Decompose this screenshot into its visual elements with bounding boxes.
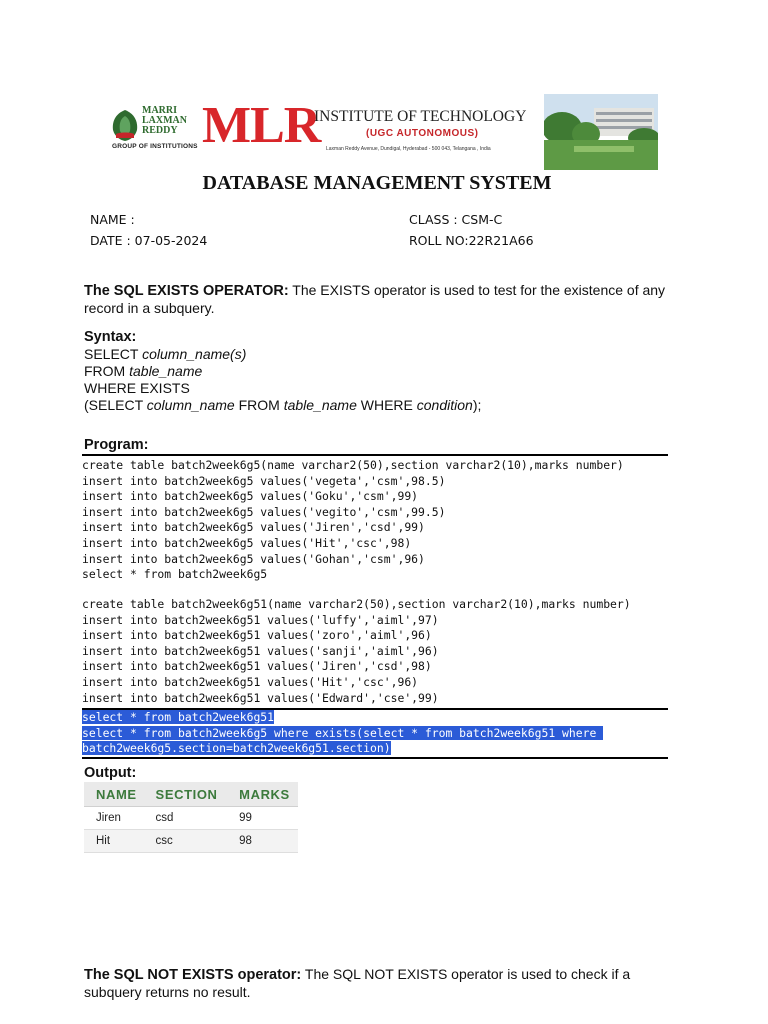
class-label: CLASS : CSM-C [409,212,503,227]
cell-section: csc [144,830,228,853]
syntax-line-4: (SELECT column_name FROM table_name WHERE condition); [84,397,482,413]
emblem-icon [110,108,140,142]
code-line: insert into batch2week6g51 values('sanji','aiml',96) [82,643,439,658]
code-line: insert into batch2week6g51 values('Hit','csc',96) [82,674,419,689]
campus-photo [544,94,658,170]
exists-description: The SQL EXISTS OPERATOR: The EXISTS operator is used to test for the existence of any record in a subquery. [84,282,666,316]
program-heading: Program: [84,437,149,453]
column-header-marks: MARKS [227,782,298,807]
institute-address: Laxman Reddy Avenue, Dundigal, Hyderabad - 500 043, Telangana , India [326,146,491,152]
cell-name: Jiren [84,807,144,830]
syntax-heading: Syntax: [84,329,137,345]
table-header-row [84,782,298,807]
selected-line-1: select * from batch2week6g51 [82,710,275,724]
selected-line-2: select * from batch2week6g5 where exists(select * from batch2week6g51 where [82,725,604,740]
code-line: insert into batch2week6g51 values('luffy','aiml',97) [82,612,439,627]
column-header-section: SECTION [144,782,228,807]
selected-query[interactable] [82,710,668,757]
syntax-block [84,328,674,414]
code-line: insert into batch2week6g51 values('zoro','aiml',96) [82,628,432,643]
code-line: insert into batch2week6g5 values('vegito','csm',99.5) [82,504,446,519]
code-line: insert into batch2week6g51 values('Jiren','csd',98) [82,659,432,674]
syntax-line-2: FROM table_name [84,363,203,379]
cell-marks: 98 [227,830,298,853]
code-line: create table batch2week6g51(name varchar2(50),section varchar2(10),marks number) [82,597,631,611]
table-row [84,807,298,830]
name-label: NAME : [90,212,135,227]
cell-section: csd [144,807,228,830]
code-line: select * from batch2week6g5 [82,567,268,582]
group-name: MARRI LAXMAN REDDY [142,105,187,136]
code-line: insert into batch2week6g5 values('Goku','csm',99) [82,489,419,504]
not-exists-heading: The SQL NOT EXISTS operator: [84,967,302,983]
table-row [84,830,298,853]
program-code-2 [82,597,668,706]
column-header-name: NAME [84,782,144,807]
selected-line-3: batch2week6g5.section=batch2week6g51.section) [82,741,391,756]
mlr-logo-text: MLR [202,97,321,154]
code-line: create table batch2week6g5(name varchar2(50),section varchar2(10),marks number) [82,458,624,472]
code-line: insert into batch2week6g5 values('Hit','csc',98) [82,535,412,550]
program-code-1 [82,454,668,583]
autonomous-label: (UGC AUTONOMOUS) [366,128,479,139]
output-heading: Output: [84,765,137,781]
exists-heading: The SQL EXISTS OPERATOR: [84,283,289,299]
code-line: insert into batch2week6g51 values('Edward','cse',99) [82,690,439,705]
cell-marks: 99 [227,807,298,830]
syntax-line-3: WHERE EXISTS [84,380,190,396]
output-table [84,782,298,853]
institution-logo [108,92,660,172]
roll-label: ROLL NO:22R21A66 [409,233,534,248]
institute-name: INSTITUTE OF TECHNOLOGY [314,108,527,125]
group-tagline: GROUP OF INSTITUTIONS [112,143,198,150]
date-label: DATE : 07-05-2024 [90,233,208,248]
not-exists-description: The SQL NOT EXISTS operator: The SQL NOT EXISTS operator is used to check if a subquery returns no result. [84,966,631,1000]
code-lines-2 [82,597,668,706]
code-line: insert into batch2week6g5 values('Gohan','csm',96) [82,551,425,566]
selected-code[interactable] [82,708,668,759]
syntax-line-1: SELECT column_name(s) [84,346,247,362]
code-lines-1 [82,456,668,583]
page-title: DATABASE MANAGEMENT SYSTEM [202,172,552,194]
code-line: insert into batch2week6g5 values('vegeta','csm',98.5) [82,473,446,488]
code-line: insert into batch2week6g5 values('Jiren','csd',99) [82,520,425,535]
cell-name: Hit [84,830,144,853]
